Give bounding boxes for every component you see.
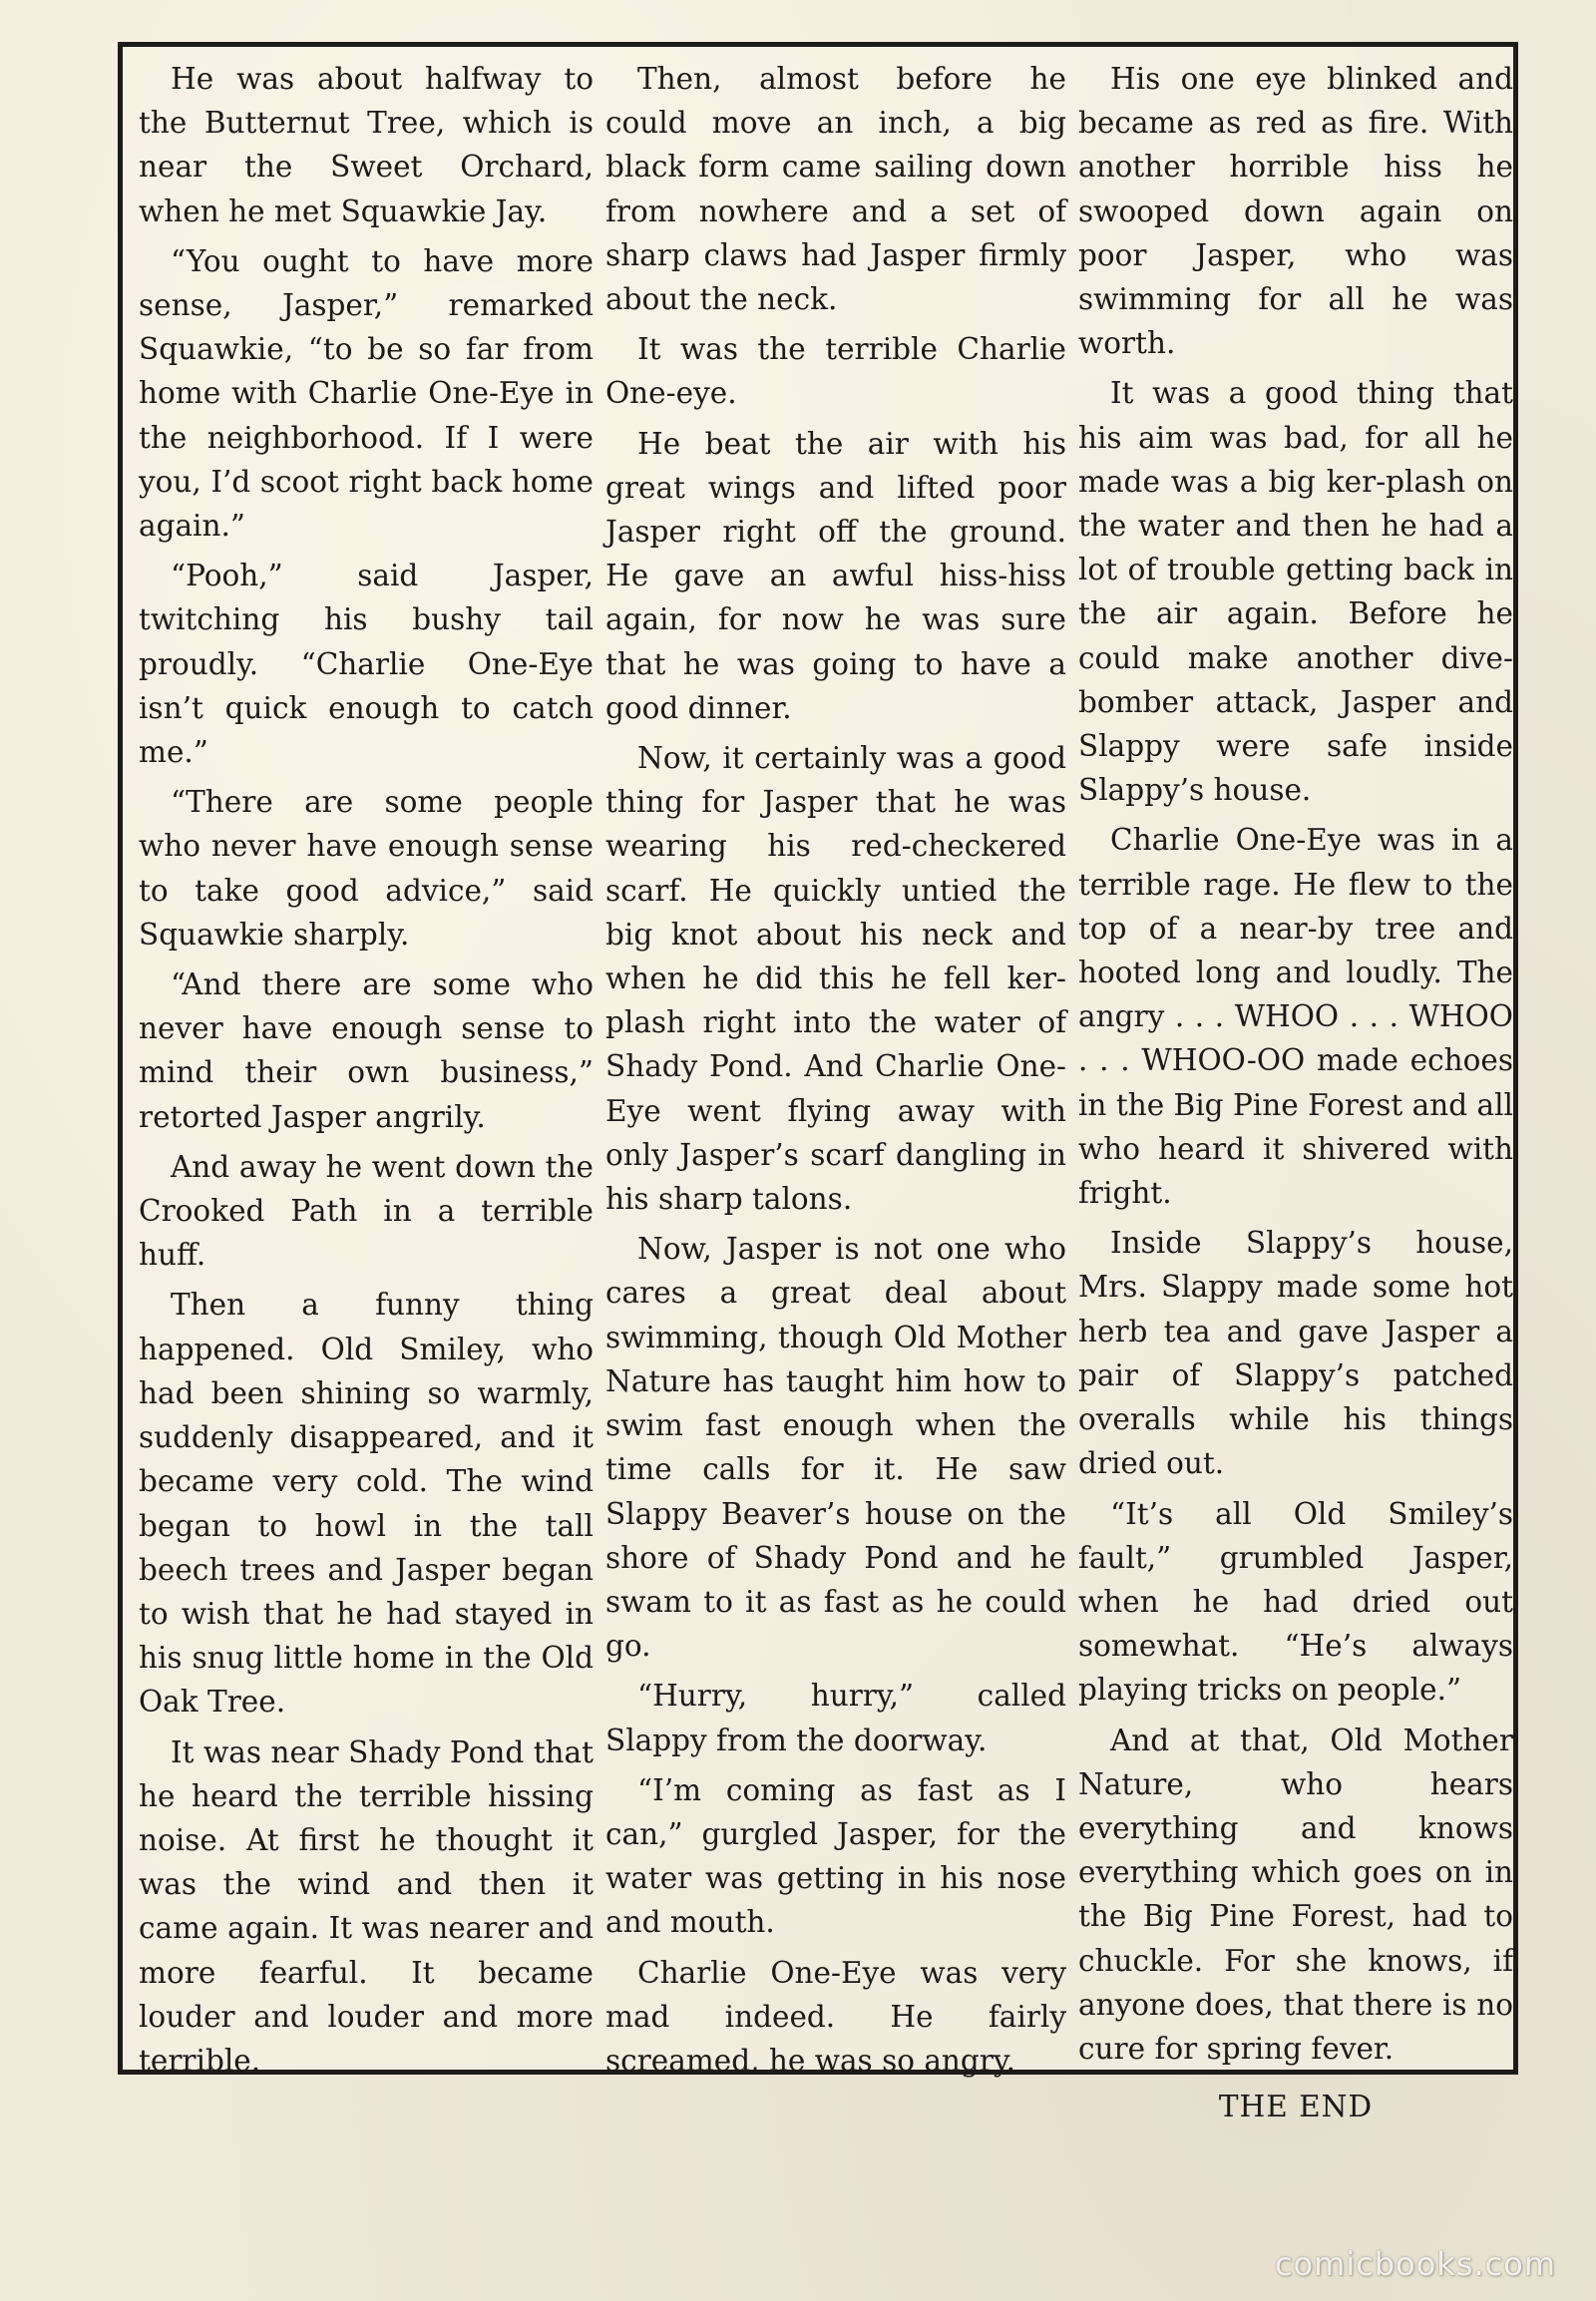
paragraph: He was about halfway to the Butternut Tree, which is near the Sweet Orchard, when he met Squawkie Jay. — [139, 62, 594, 228]
paragraph: Charlie One-Eye was very mad indeed. He fairly screamed, he was so angry. — [605, 1955, 1066, 2078]
paragraph: Charlie One-Eye was in a terrible rage. He flew to the top of a near-by tree and hooted long and loudly. The angry . . . WHOO . . . WHOO . . . WHOO-OO made echoes in the Big Pine Forest and all who heard it shivered with fright. — [1078, 823, 1513, 1211]
paragraph: Then a funny thing happened. Old Smiley, who had been shining so warmly, suddenly disappeared, and it became very cold. The wind began to howl in the tall beech trees and Jasper began to wish that he had stayed in his snug little home in the Old Oak Tree. — [139, 1288, 594, 1720]
story-text-frame — [118, 42, 1518, 2124]
paragraph: His one eye blinked and became as red as fire. With another horrible hiss he swooped down again on poor Jasper, who was swimming for all he was worth. — [1078, 62, 1513, 361]
story-column-3 — [1078, 57, 1513, 2158]
paragraph: “I’m coming as fast as I can,” gurgled Jasper, for the water was getting in his nose and mouth. — [605, 1772, 1066, 1940]
paragraph: “Pooh,” said Jasper, twitching his bushy tail proudly. “Charlie One-Eye isn’t quick enough to catch me.” — [139, 559, 594, 770]
paragraph: It was near Shady Pond that he heard the terrible hissing noise. At first he thought it was the wind and then it came again. It was nearer and more fearful. It became louder and louder and more terrible. — [139, 1734, 594, 2078]
story-column-1 — [139, 57, 594, 2089]
paragraph: “Hurry, hurry,” called Slappy from the doorway. — [605, 1679, 1066, 1757]
paragraph: And away he went down the Crooked Path in a terrible huff. — [139, 1149, 594, 1273]
paragraph: It was a good thing that his aim was bad, for all he made was a big ker-plash on the water and then he had a lot of trouble getting back in the air again. Before he could make another dive-bomber attack, Jasper and Slappy were safe inside Slappy’s house. — [1078, 376, 1513, 808]
paragraph: Inside Slappy’s house, Mrs. Slappy made some hot herb tea and gave Jasper a pair of Slappy’s patched overalls while his things dried out. — [1078, 1226, 1513, 1481]
story-column-2 — [605, 57, 1066, 2089]
paragraph: Now, Jasper is not one who cares a great deal about swimming, though Old Mother Nature has taught him how to swim fast enough when the time calls for it. He saw Slappy Beaver’s house on the shore of Shady Pond and he swam to it as fast as he could go. — [605, 1232, 1066, 1664]
paragraph: It was the terrible Charlie One-eye. — [605, 332, 1066, 411]
paragraph: “And there are some who never have enough sense to mind their own business,” retorted Jasper angrily. — [139, 967, 594, 1134]
site-watermark: comicbooks.com — [1274, 2245, 1556, 2283]
the-end-label: THE END — [1218, 2090, 1374, 2124]
paragraph: “You ought to have more sense, Jasper,” remarked Squawkie, “to be so far from home with Charlie One-Eye in the neighborhood. If I were you, I’d scoot right back home again.” — [139, 243, 594, 544]
paragraph: Now, it certainly was a good thing for Jasper that he was wearing his red-checkered scarf. He quickly untied the big knot about his neck and when he did this he fell ker-plash right into the water of Shady Pond. And Charlie One-Eye went flying away with only Jasper’s scarf dangling in his sharp talons. — [605, 741, 1066, 1217]
paragraph: “It’s all Old Smiley’s fault,” grumbled Jasper, when he had dried out somewhat. “He’s always playing tricks on people.” — [1078, 1496, 1513, 1708]
paragraph: Then, almost before he could move an inch, a big black form came sailing down from nowhere and a set of sharp claws had Jasper firmly about the neck. — [605, 62, 1066, 317]
paragraph: And at that, Old Mother Nature, who hears everything and knows everything which goes on in the Big Pine Forest, had to chuckle. For she knows, if anyone does, that there is no cure for spring fever. — [1078, 1723, 1513, 2066]
paragraph: “There are some people who never have enough sense to take good advice,” said Squawkie sharply. — [139, 785, 594, 952]
paragraph: He beat the air with his great wings and lifted poor Jasper right off the ground. He gave an awful hiss-hiss again, for now he was sure that he was going to have a good dinner. — [605, 426, 1066, 725]
